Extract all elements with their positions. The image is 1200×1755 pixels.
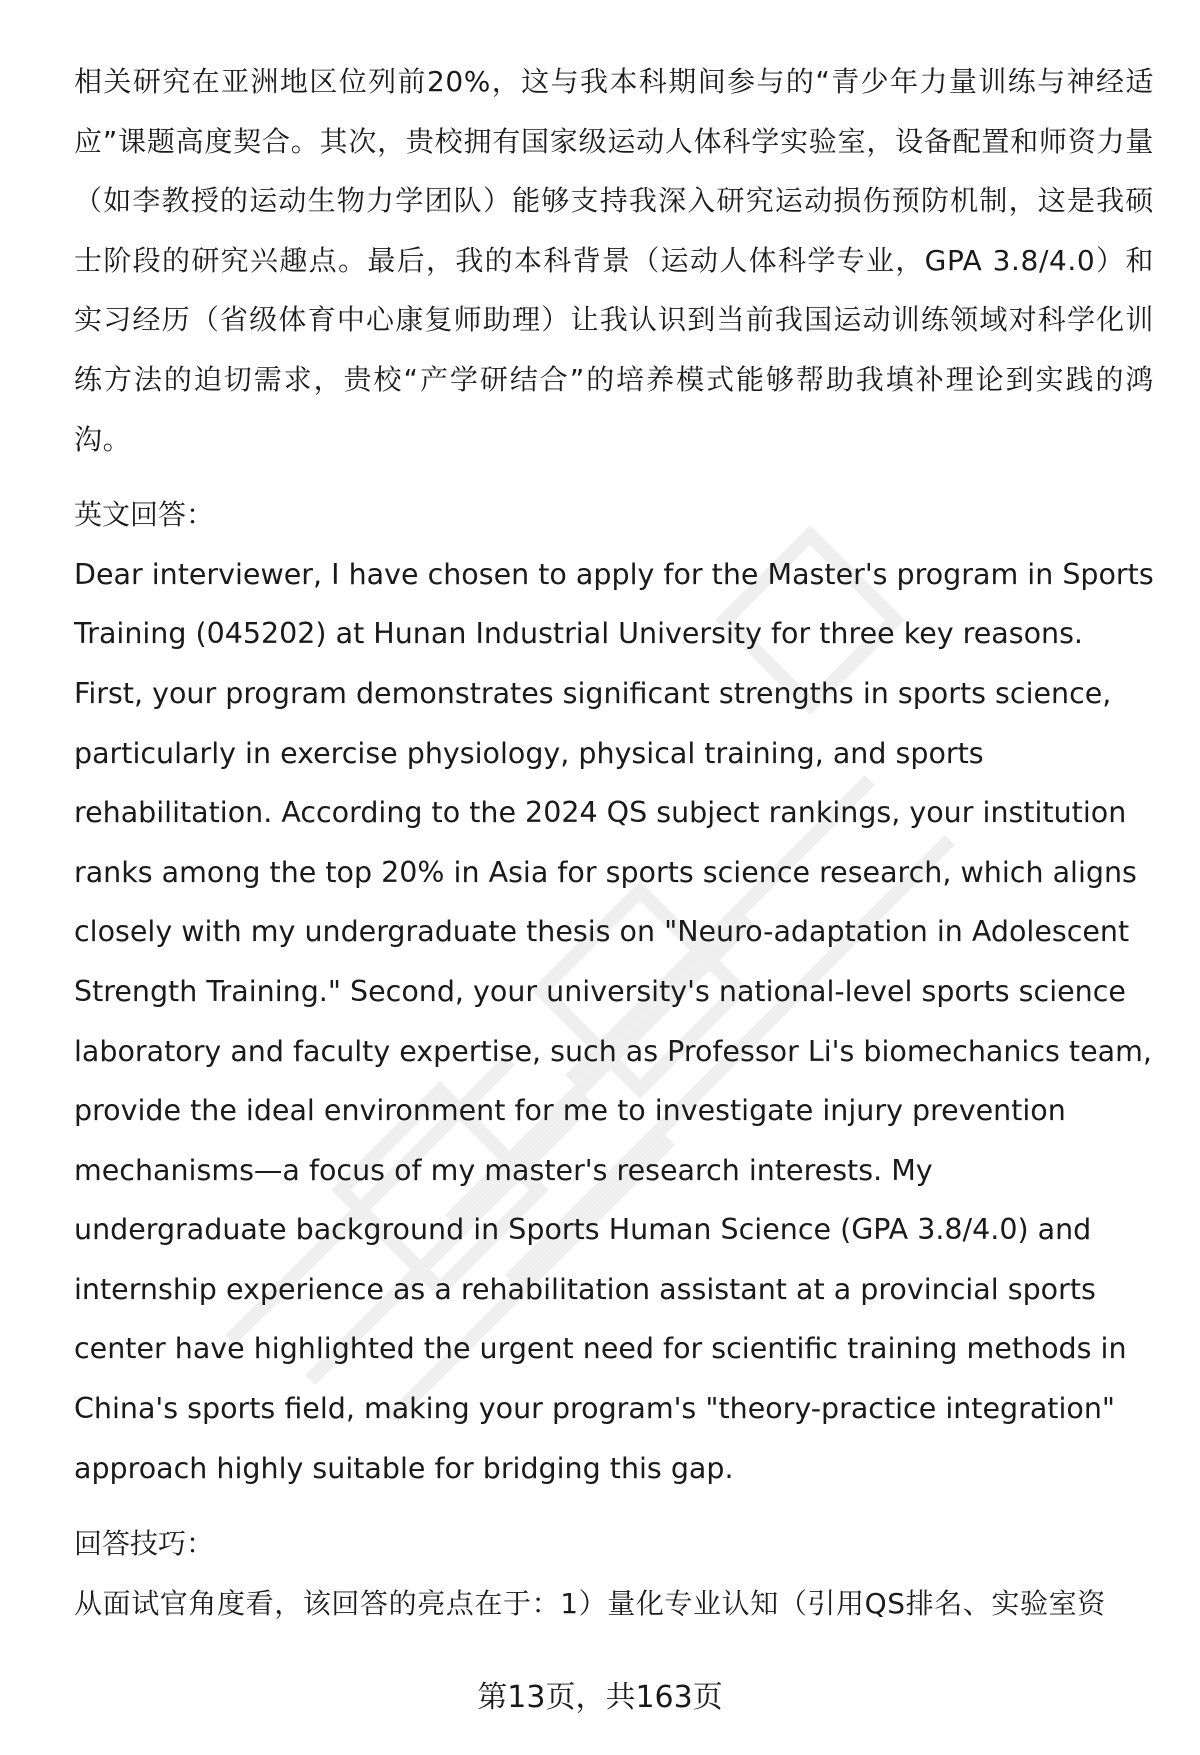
spacer — [74, 1498, 1154, 1514]
english-answer-paragraph: Dear interviewer, I have chosen to apply for the Master's program in Sports Training (045202) at Hunan Industrial University for three key reasons. First, your program demonstrates significant strengths in sports science, particularly in exercise physiology, physical training, and sports rehabilitation. According to the 2024 QS subject rankings, your institution ranks among the top 20% in Asia for sports science research, which aligns closely with my undergraduate thesis on "Neuro-adaptation in Adolescent Strength Training." Second, your university's national-level sports science laboratory and faculty expertise, such as Professor Li's biomechanics team, provide the ideal environment for me to investigate injury prevention mechanisms—a focus of my master's research interests. My undergraduate background in Sports Human Science (GPA 3.8/4.0) and internship experience as a rehabilitation assistant at a provincial sports center have highlighted the urgent need for scientific training methods in China's sports field, making your program's "theory-practice integration" approach highly suitable for bridging this gap. — [74, 557, 1154, 1485]
page-number-footer: 第13页，共163页 — [477, 1680, 723, 1715]
tips-paragraph: 从面试官角度看，该回答的亮点在于：1）量化专业认知（引用QS排名、实验室资 — [74, 1586, 1106, 1620]
tips-heading: 回答技巧： — [74, 1527, 215, 1561]
spacer — [74, 469, 1154, 485]
chinese-answer-paragraph: 相关研究在亚洲地区位列前20%，这与我本科期间参与的“青少年力量训练与神经适应”课题高度契合。其次，贵校拥有国家级运动人体科学实验室，设备配置和师资力量（如李教授的运动生物力学团队）能够支持我深入研究运动损伤预防机制，这是我硕士阶段的研究兴趣点。最后，我的本科背景（运动人体科学专业，GPA 3.8/4.0）和实习经历（省级体育中心康复师助理）让我认识到当前我国运动训练领域对科学化训练方法的迫切需求，贵校“产学研结合”的培养模式能够帮助我填补理论到实践的鸿沟。 — [74, 65, 1154, 456]
document-body — [74, 52, 1154, 1633]
english-answer-heading: 英文回答： — [74, 498, 215, 532]
